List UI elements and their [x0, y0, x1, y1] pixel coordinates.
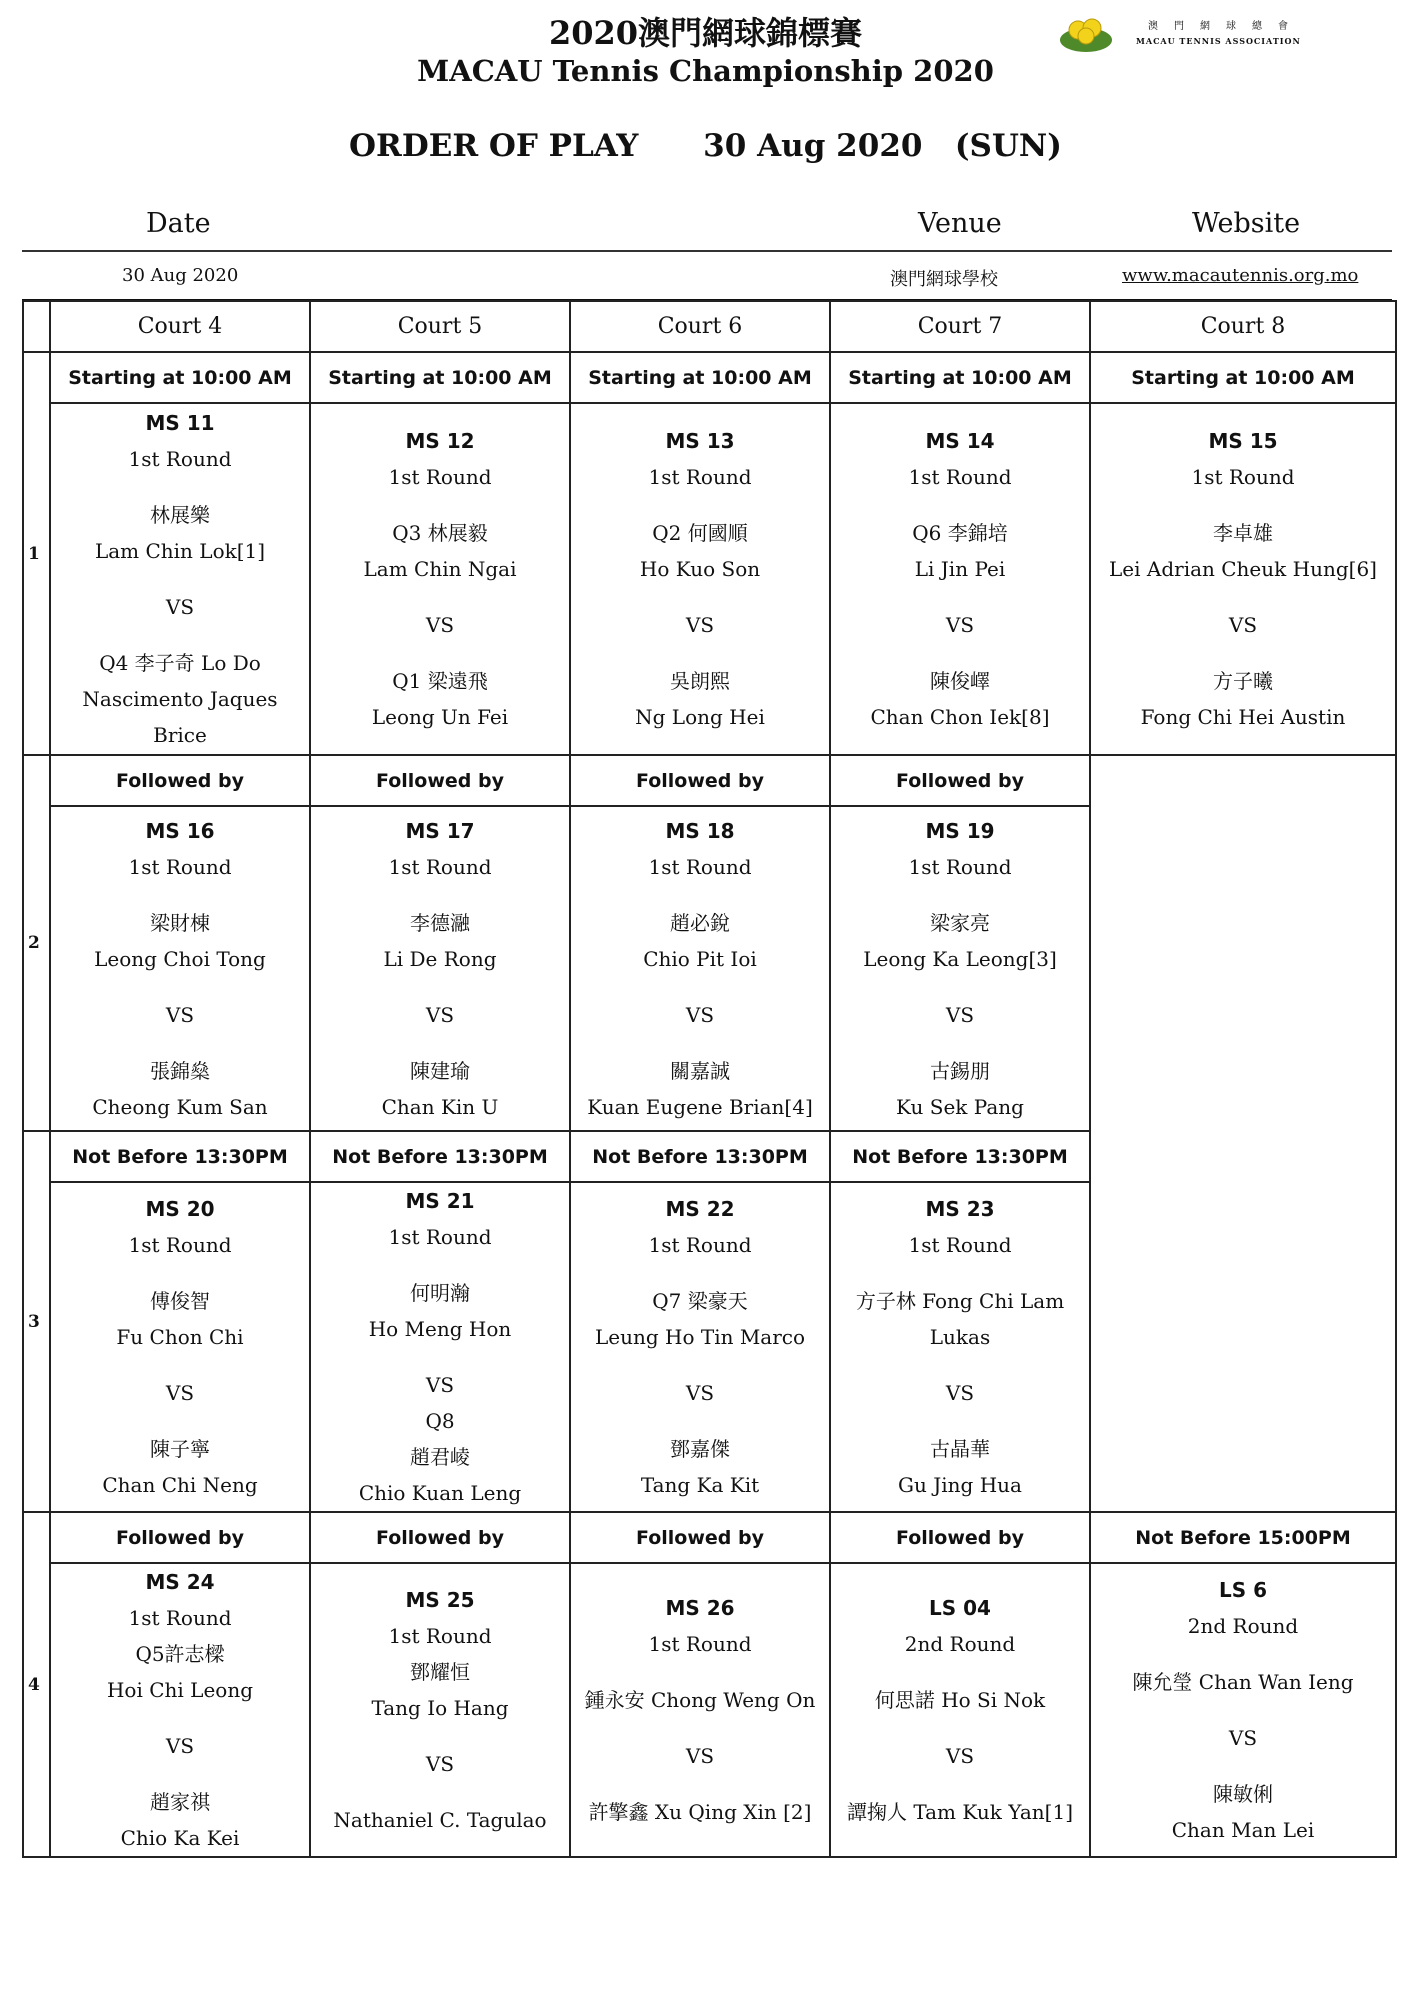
- court-header: Court 5: [310, 301, 570, 352]
- session-start: Starting at 10:00 AM: [1090, 352, 1396, 403]
- session-start: Starting at 10:00 AM: [310, 352, 570, 403]
- player-1-name: Leong Ka Leong[3]: [863, 946, 1057, 971]
- player-2-name: Q1 梁遠飛: [392, 669, 488, 693]
- title-english: MACAU Tennis Championship 2020: [417, 54, 994, 88]
- player-2-name: Gu Jing Hua: [898, 1473, 1022, 1497]
- session-start: Not Before 13:30PM: [830, 1131, 1090, 1182]
- versus-label: VS: [685, 613, 715, 637]
- association-logo: [1058, 14, 1328, 54]
- logo-chinese-text: 澳門網球總會: [1148, 21, 1304, 32]
- player-2-name: Brice: [153, 723, 207, 747]
- versus-label: VS: [425, 613, 455, 637]
- player-1-name: Ho Kuo Son: [639, 557, 761, 581]
- match-code: MS 15: [1208, 429, 1278, 453]
- session-start: Followed by: [50, 1512, 310, 1563]
- match-round: 2nd Round: [1187, 1614, 1299, 1638]
- match-cell: [830, 1563, 1090, 1857]
- match-round: 1st Round: [388, 465, 492, 489]
- match-round: 1st Round: [128, 854, 232, 879]
- match-code: MS 21: [405, 1189, 475, 1213]
- match-cell: [570, 1182, 830, 1512]
- player-1-name: Q3 林展毅: [392, 521, 488, 545]
- match-round: 1st Round: [128, 447, 232, 471]
- player-2-name: 陳敏俐: [1213, 1782, 1273, 1806]
- match-round: 1st Round: [128, 1606, 232, 1630]
- match-code: MS 12: [405, 429, 475, 453]
- match-round: 1st Round: [908, 465, 1012, 489]
- player-2-name: 陳建瑜: [410, 1058, 470, 1083]
- session-header-row: [23, 1512, 1396, 1563]
- session-start: Followed by: [830, 1512, 1090, 1563]
- session-start: Not Before 13:30PM: [50, 1131, 310, 1182]
- match-code: MS 25: [405, 1588, 475, 1612]
- player-1-name: Ho Meng Hon: [368, 1317, 512, 1341]
- session-start: Not Before 15:00PM: [1090, 1512, 1396, 1563]
- match-code: MS 16: [145, 818, 215, 843]
- match-cell: [1090, 1563, 1396, 1857]
- player-2-name: 古錫朋: [930, 1058, 990, 1083]
- match-cell: [570, 806, 830, 1131]
- session-start: Followed by: [570, 1512, 830, 1563]
- venue-label: Venue: [918, 208, 1002, 239]
- player-1-name: Tang Io Hang: [371, 1696, 509, 1720]
- player-1-name: 何明瀚: [410, 1281, 470, 1305]
- website-label: Website: [1192, 208, 1301, 239]
- player-1-name: Q5許志樑: [135, 1642, 225, 1666]
- player-1-name: Lei Adrian Cheuk Hung[6]: [1109, 557, 1377, 581]
- logo-english-text: MACAU TENNIS ASSOCIATION: [1136, 36, 1301, 46]
- player-2-name: 鄧嘉傑: [670, 1437, 730, 1461]
- player-1-name: 傅俊智: [150, 1289, 210, 1313]
- player-1-name: Hoi Chi Leong: [106, 1678, 253, 1702]
- court-header: Court 4: [50, 301, 310, 352]
- versus-label: VS: [945, 1744, 975, 1768]
- header-divider: [22, 250, 1392, 252]
- session-start: Not Before 13:30PM: [570, 1131, 830, 1182]
- player-1-name: Li Jin Pei: [914, 557, 1006, 581]
- player-2-name: 陳俊嶧: [930, 669, 990, 693]
- player-2-name: Leong Un Fei: [371, 705, 509, 729]
- versus-label: VS: [945, 1002, 975, 1027]
- match-code: MS 22: [665, 1197, 735, 1221]
- player-1-name: Leong Choi Tong: [94, 946, 266, 971]
- date-label: Date: [146, 208, 211, 239]
- player-2-name: Q8: [425, 1409, 455, 1433]
- venue-value: 澳門網球學校: [890, 269, 998, 290]
- match-code: MS 14: [925, 429, 995, 453]
- row-number: 4: [23, 1512, 50, 1857]
- match-code: MS 18: [665, 818, 735, 843]
- match-cell: [310, 1563, 570, 1857]
- player-1-name: Li De Rong: [383, 946, 497, 971]
- match-cell: [310, 1182, 570, 1512]
- versus-label: VS: [945, 613, 975, 637]
- session-header-row: [23, 755, 1396, 806]
- order-of-play-table: [22, 300, 1397, 1858]
- versus-label: VS: [165, 1381, 195, 1405]
- match-cell: [50, 806, 310, 1131]
- match-cell: [570, 403, 830, 755]
- match-round: 1st Round: [908, 1233, 1012, 1257]
- player-2-name: Ku Sek Pang: [896, 1094, 1024, 1119]
- match-cell: [570, 1563, 830, 1857]
- match-row: [23, 403, 1396, 755]
- match-cell: [830, 806, 1090, 1131]
- player-2-name: Chan Kin U: [381, 1094, 499, 1119]
- court-header: Court 8: [1090, 301, 1396, 352]
- player-2-name: 古晶華: [930, 1437, 990, 1461]
- player-2-name: 張錦燊: [150, 1058, 210, 1083]
- session-start: Starting at 10:00 AM: [830, 352, 1090, 403]
- session-start: Followed by: [570, 755, 830, 806]
- match-code: LS 04: [929, 1596, 991, 1620]
- row-number: 2: [23, 755, 50, 1131]
- versus-label: VS: [165, 1002, 195, 1027]
- session-start: Starting at 10:00 AM: [50, 352, 310, 403]
- versus-label: VS: [945, 1381, 975, 1405]
- match-code: LS 6: [1218, 1578, 1268, 1602]
- player-1-name: 方子林 Fong Chi Lam: [855, 1289, 1065, 1313]
- player-1-name: Lam Chin Lok[1]: [94, 539, 266, 563]
- match-round: 1st Round: [648, 1632, 752, 1656]
- match-cell: [50, 1563, 310, 1857]
- match-round: 1st Round: [648, 1233, 752, 1257]
- match-round: 1st Round: [388, 1225, 492, 1249]
- court-header: Court 6: [570, 301, 830, 352]
- tennis-ball-logo-icon: [1058, 14, 1114, 54]
- row-number: 1: [23, 352, 50, 755]
- player-2-name: 關嘉誠: [670, 1058, 730, 1083]
- order-of-play-heading: ORDER OF PLAY 30 Aug 2020 (SUN): [349, 128, 1062, 164]
- player-1-name: Chio Pit Ioi: [643, 946, 757, 971]
- player-1-name: 趙必銳: [670, 910, 730, 935]
- website-link[interactable]: www.macautennis.org.mo: [1122, 265, 1359, 286]
- versus-label: VS: [685, 1381, 715, 1405]
- player-2-name: Fong Chi Hei Austin: [1140, 705, 1346, 729]
- empty-court-cell: [1090, 755, 1396, 1512]
- match-cell: [830, 403, 1090, 755]
- match-cell: [830, 1182, 1090, 1512]
- player-2-name: Q4 李子奇 Lo Do: [99, 651, 261, 675]
- match-cell: [310, 403, 570, 755]
- match-code: MS 20: [145, 1197, 215, 1221]
- session-start: Followed by: [310, 755, 570, 806]
- player-2-name: 譚掬人 Tam Kuk Yan[1]: [846, 1800, 1074, 1824]
- title-chinese: 2020澳門網球錦標賽: [548, 14, 863, 52]
- match-round: 1st Round: [908, 854, 1012, 879]
- player-1-name: 何思諾 Ho Si Nok: [874, 1688, 1046, 1712]
- match-cell: [1090, 403, 1396, 755]
- versus-label: VS: [685, 1002, 715, 1027]
- match-code: MS 23: [925, 1197, 995, 1221]
- player-1-name: Lukas: [929, 1325, 991, 1349]
- player-2-name: 方子曦: [1213, 669, 1273, 693]
- player-2-name: Chio Ka Kei: [120, 1826, 240, 1850]
- player-2-name: Chan Man Lei: [1171, 1818, 1315, 1842]
- row-number-blank: [23, 301, 50, 352]
- player-1-name: 鄧耀恒: [410, 1660, 470, 1684]
- session-start: Followed by: [830, 755, 1090, 806]
- player-1-name: Q6 李錦培: [912, 521, 1008, 545]
- player-2-name: Chan Chi Neng: [102, 1473, 258, 1497]
- match-round: 1st Round: [388, 854, 492, 879]
- versus-label: VS: [425, 1752, 455, 1776]
- row-number: 3: [23, 1131, 50, 1512]
- versus-label: VS: [1228, 1726, 1258, 1750]
- player-2-name: Nascimento Jaques: [82, 687, 278, 711]
- match-round: 2nd Round: [904, 1632, 1016, 1656]
- player-1-name: 陳允瑩 Chan Wan Ieng: [1132, 1670, 1354, 1694]
- session-start: Starting at 10:00 AM: [570, 352, 830, 403]
- player-1-name: 李卓雄: [1213, 521, 1273, 545]
- match-code: MS 24: [145, 1570, 215, 1594]
- match-round: 1st Round: [648, 854, 752, 879]
- versus-label: VS: [425, 1373, 455, 1397]
- player-1-name: 梁財棟: [150, 910, 210, 935]
- player-2-name: Tang Ka Kit: [640, 1473, 760, 1497]
- match-code: MS 13: [665, 429, 735, 453]
- match-code: MS 11: [145, 411, 215, 435]
- session-start: Followed by: [50, 755, 310, 806]
- match-cell: [310, 806, 570, 1131]
- match-round: 1st Round: [648, 465, 752, 489]
- match-cell: [50, 403, 310, 755]
- match-cell: [50, 1182, 310, 1512]
- session-header-row: [23, 352, 1396, 403]
- player-2-name: 趙君崚: [410, 1445, 470, 1469]
- player-1-name: Fu Chon Chi: [116, 1325, 244, 1349]
- session-start: Not Before 13:30PM: [310, 1131, 570, 1182]
- match-round: 1st Round: [1191, 465, 1295, 489]
- player-2-name: Kuan Eugene Brian[4]: [587, 1094, 813, 1119]
- player-2-name: Ng Long Hei: [635, 705, 765, 729]
- session-start: Followed by: [310, 1512, 570, 1563]
- player-2-name: 陳子寧: [150, 1437, 210, 1461]
- court-header: Court 7: [830, 301, 1090, 352]
- player-1-name: 鍾永安 Chong Weng On: [584, 1688, 816, 1712]
- versus-label: VS: [425, 1002, 455, 1027]
- court-header-row: [23, 301, 1396, 352]
- player-1-name: 林展樂: [150, 503, 210, 527]
- versus-label: VS: [165, 1734, 195, 1758]
- player-1-name: 梁家亮: [930, 910, 990, 935]
- player-2-name: Chan Chon Iek[8]: [870, 705, 1050, 729]
- player-2-name: Chio Kuan Leng: [358, 1481, 522, 1505]
- player-2-name: Nathaniel C. Tagulao: [333, 1808, 547, 1832]
- player-2-name: 趙家祺: [150, 1790, 210, 1814]
- match-round: 1st Round: [388, 1624, 492, 1648]
- match-round: 1st Round: [128, 1233, 232, 1257]
- versus-label: VS: [165, 595, 195, 619]
- player-1-name: Q2 何國順: [652, 521, 748, 545]
- match-code: MS 17: [405, 818, 475, 843]
- player-1-name: Lam Chin Ngai: [363, 557, 517, 581]
- versus-label: VS: [685, 1744, 715, 1768]
- player-2-name: 許擎鑫 Xu Qing Xin [2]: [588, 1800, 812, 1824]
- date-value: 30 Aug 2020: [122, 265, 239, 286]
- match-code: MS 19: [925, 818, 995, 843]
- match-row: [23, 1563, 1396, 1857]
- player-1-name: Q7 梁豪天: [652, 1289, 748, 1313]
- match-code: MS 26: [665, 1596, 735, 1620]
- player-2-name: 吳朗熙: [670, 669, 730, 693]
- player-1-name: 李德瀜: [410, 910, 470, 935]
- versus-label: VS: [1228, 613, 1258, 637]
- player-1-name: Leung Ho Tin Marco: [594, 1325, 806, 1349]
- player-2-name: Cheong Kum San: [92, 1094, 268, 1119]
